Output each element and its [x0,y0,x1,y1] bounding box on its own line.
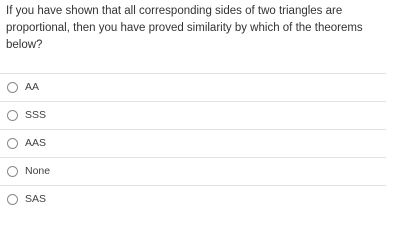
answer-options [0,73,386,213]
radio-button-icon[interactable] [7,138,18,149]
option-label: SAS [25,193,47,205]
question-text: If you have shown that all corresponding sides of two triangles are proportional, then you have proved similarity by which of the theorems below? [6,5,363,51]
radio-button-icon[interactable] [7,194,18,205]
option-none[interactable] [0,157,386,185]
option-sss[interactable] [0,101,386,129]
option-label: AA [25,81,40,93]
option-aas[interactable] [0,129,386,157]
option-label: AAS [25,137,47,149]
option-sas[interactable] [0,185,386,213]
radio-button-icon[interactable] [7,82,18,93]
radio-button-icon[interactable] [7,110,18,121]
option-label: None [25,165,51,177]
option-aa[interactable] [0,73,386,101]
radio-button-icon[interactable] [7,166,18,177]
option-label: SSS [25,109,47,121]
